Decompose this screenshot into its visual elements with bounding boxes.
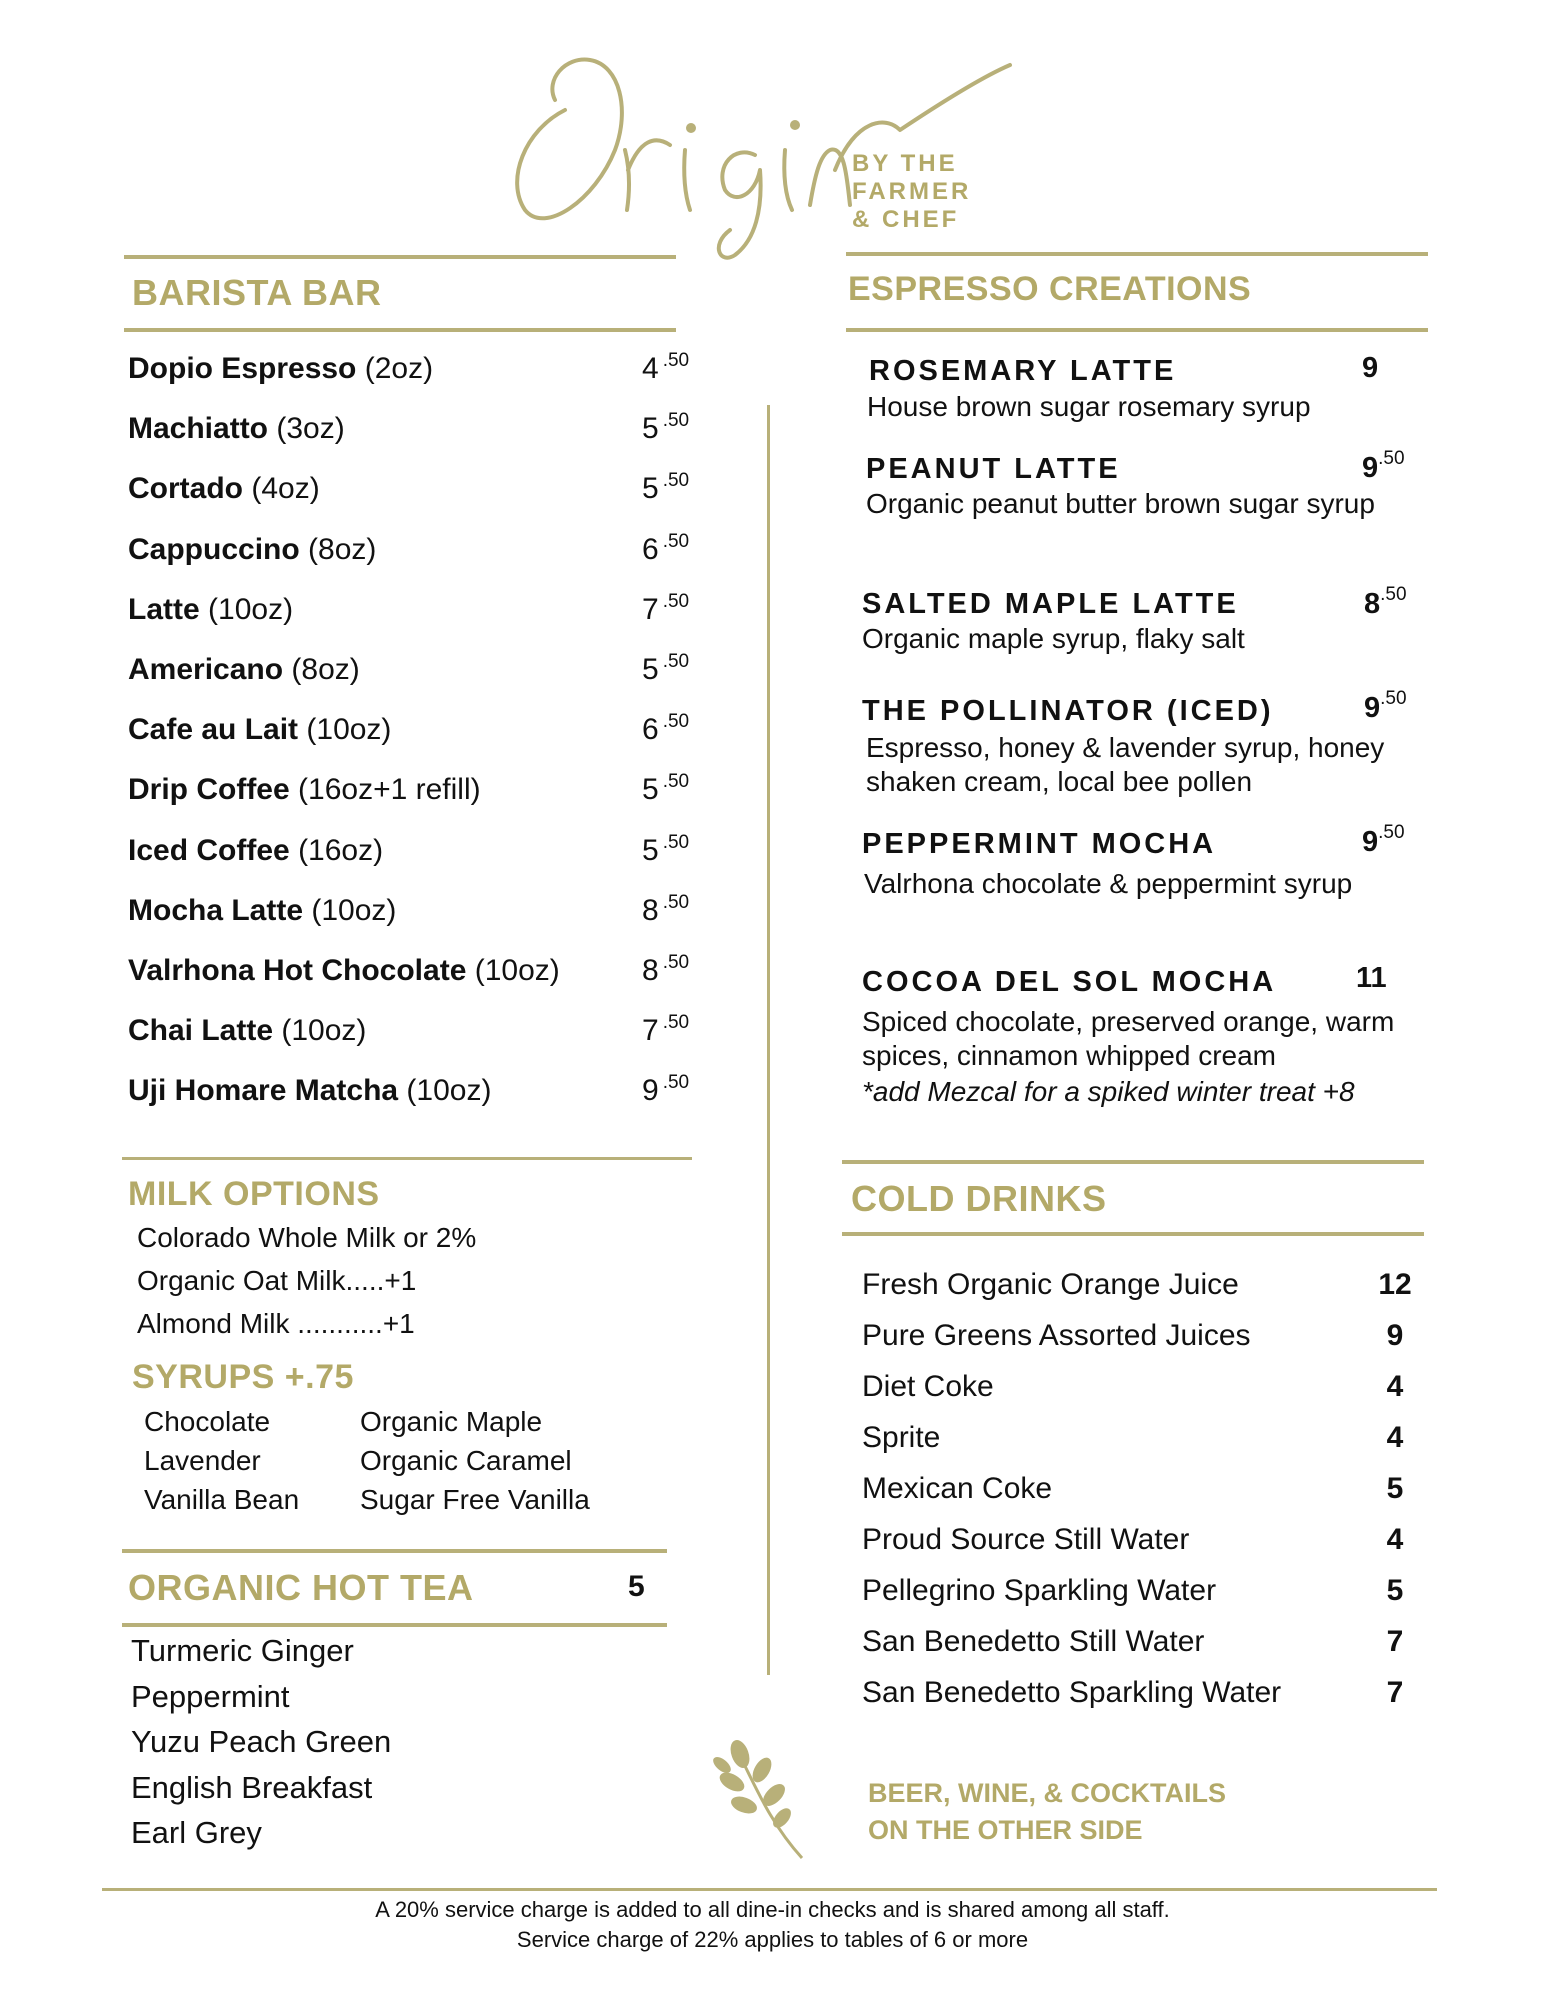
espresso-item-name: COCOA DEL SOL MOCHA	[862, 966, 1277, 998]
other-side-note: BEER, WINE, & COCKTAILS	[868, 1778, 1227, 1808]
barista-item-price: 6 $^{.50}$	[642, 530, 690, 566]
barista-item-name: Cafe au Lait (10oz)	[128, 713, 392, 747]
barista-item-name: Americano (8oz)	[128, 653, 360, 686]
barista-item	[128, 831, 708, 894]
milk-option: Organic Oat Milk.....+1	[137, 1265, 417, 1296]
barista-item-price: 5 $^{.50}$	[642, 771, 690, 807]
hot-tea-title: ORGANIC HOT TEA	[128, 1567, 474, 1608]
divider	[846, 328, 1428, 332]
other-side-note: ON THE OTHER SIDE	[868, 1815, 1143, 1845]
barista-item-name: Mocha Latte (10oz)	[128, 893, 397, 927]
cold-drink-name: Pellegrino Sparkling Water	[862, 1574, 1217, 1607]
barista-item-price: 7 $^{.50}$	[642, 590, 690, 626]
espresso-item-price: $9^{.50}$	[1362, 448, 1405, 484]
hot-tea-price: 5	[628, 1570, 645, 1603]
column-divider	[767, 405, 770, 1675]
barista-item-price: 5 $^{.50}$	[642, 651, 690, 686]
service-charge-note: A 20% service charge is added to all dine-in checks and is shared among all staff.	[375, 1897, 1170, 1922]
cold-drink-name: Pure Greens Assorted Juices	[862, 1319, 1251, 1352]
espresso-addon-note: *add Mezcal for a spiked winter treat +8	[862, 1076, 1355, 1107]
cold-drink-name: Proud Source Still Water	[862, 1523, 1190, 1556]
espresso-item-name: ROSEMARY LATTE	[869, 355, 1177, 387]
espresso-item-name: THE POLLINATOR (ICED)	[862, 695, 1274, 727]
barista-item-price: 5 $^{.50}$	[642, 470, 690, 506]
cold-drink-name: Mexican Coke	[862, 1472, 1053, 1505]
barista-item-name: Iced Coffee (16oz)	[128, 833, 384, 867]
barista-item-name: Drip Coffee (16oz+1 refill)	[128, 773, 481, 807]
barista-item-price: 5 $^{.50}$	[642, 831, 690, 867]
barista-item-name: Dopio Espresso (2oz)	[128, 352, 434, 385]
barista-item-name: Chai Latte (10oz)	[128, 1014, 367, 1048]
cold-drink-price: 9	[1386, 1319, 1404, 1352]
espresso-item-description: Spiced chocolate, preserved orange, warm spices, cinnamon whipped cream	[862, 1006, 1395, 1071]
cold-drink-name: San Benedetto Sparkling Water	[862, 1676, 1282, 1709]
tea-item: Earl Grey	[131, 1815, 262, 1850]
divider	[102, 1888, 1437, 1891]
cold-drink-price: 7	[1386, 1625, 1404, 1658]
divider	[122, 1157, 692, 1160]
barista-item-price: 5 $^{.50}$	[642, 410, 690, 446]
barista-item-name: Machiatto (3oz)	[128, 412, 345, 446]
espresso-item-price: 9	[1362, 352, 1379, 384]
espresso-item-name: SALTED MAPLE LATTE	[862, 588, 1239, 620]
espresso-item-description: House brown sugar rosemary syrup	[867, 391, 1311, 422]
syrup-option: Vanilla Bean	[144, 1484, 300, 1515]
cold-drink-price: 4	[1386, 1523, 1404, 1556]
barista-item-name: Cortado (4oz)	[128, 472, 320, 506]
espresso-item-price: $8^{.50}$	[1364, 584, 1407, 620]
cold-drinks-title: COLD DRINKS	[851, 1178, 1107, 1219]
barista-item-name: Uji Homare Matcha (10oz)	[128, 1074, 492, 1108]
espresso-item-name: PEANUT LATTE	[866, 453, 1121, 485]
barista-item	[128, 1074, 708, 1134]
espresso-item-price: $9^{.50}$	[1362, 822, 1405, 858]
barista-item-name: Valrhona Hot Chocolate (10oz)	[128, 954, 560, 987]
barista-item	[128, 472, 708, 532]
cold-drink-price: 4	[1386, 1421, 1404, 1454]
divider	[842, 1232, 1424, 1236]
tea-item: Peppermint	[131, 1679, 290, 1714]
logo-subtitle	[852, 150, 971, 234]
barista-item-name: Cappuccino (8oz)	[128, 532, 377, 566]
barista-item	[128, 1014, 708, 1074]
espresso-item-price: $9^{.50}$	[1364, 688, 1407, 724]
barista-item-price: 7 $^{.50}$	[642, 1012, 690, 1048]
espresso-item-description: Valrhona chocolate & peppermint syrup	[864, 868, 1353, 899]
barista-item	[128, 773, 708, 833]
syrup-option: Lavender	[144, 1445, 261, 1476]
divider	[842, 1160, 1424, 1164]
espresso-item-name: PEPPERMINT MOCHA	[862, 828, 1217, 860]
milk-option: Almond Milk ...........+1	[137, 1308, 415, 1339]
cold-drink-name: Diet Coke	[862, 1370, 994, 1403]
cold-drink-price: 4	[1386, 1370, 1404, 1403]
syrup-option: Organic Caramel	[360, 1445, 572, 1476]
barista-item	[128, 530, 708, 593]
barista-item-name: Latte (10oz)	[128, 592, 294, 626]
divider	[122, 1623, 667, 1627]
barista-bar-title: BARISTA BAR	[132, 272, 382, 313]
service-charge-note: Service charge of 22% applies to tables of 6 or more	[516, 1927, 1029, 1952]
logo-subtitle-line: FARMER	[852, 178, 972, 205]
barista-item	[128, 352, 708, 412]
cold-drink-name: Fresh Organic Orange Juice	[862, 1268, 1239, 1301]
divider	[124, 328, 676, 332]
milk-option: Colorado Whole Milk or 2%	[137, 1222, 477, 1253]
barista-item-price: 6 $^{.50}$	[642, 711, 690, 747]
espresso-item-description: Organic maple syrup, flaky salt	[862, 623, 1245, 654]
syrups-title: SYRUPS +.75	[132, 1358, 354, 1396]
milk-options-title: MILK OPTIONS	[128, 1175, 380, 1213]
barista-item	[128, 954, 708, 1014]
barista-item-price: 4 $^{.50}$	[642, 350, 690, 385]
barista-item-price: 8 $^{.50}$	[642, 952, 690, 987]
syrup-option: Chocolate	[144, 1406, 271, 1437]
syrup-option: Organic Maple	[360, 1406, 543, 1437]
espresso-item-price: 11	[1356, 962, 1387, 994]
cold-drink-price: 5	[1386, 1472, 1404, 1505]
cold-drink-price: 12	[1378, 1268, 1412, 1301]
cold-drink-name: Sprite	[862, 1421, 941, 1454]
barista-item	[128, 590, 708, 653]
barista-item	[128, 412, 708, 472]
divider	[846, 252, 1428, 256]
tea-item: Turmeric Ginger	[131, 1633, 354, 1668]
cold-drink-price: 7	[1386, 1676, 1404, 1709]
divider	[122, 1549, 667, 1553]
logo-subtitle-line: BY THE	[852, 150, 958, 177]
tea-item: English Breakfast	[131, 1770, 373, 1805]
tea-item: Yuzu Peach Green	[131, 1724, 392, 1759]
espresso-item-description: Organic peanut butter brown sugar syrup	[866, 488, 1375, 519]
divider	[124, 255, 676, 259]
espresso-item-description: Espresso, honey & lavender syrup, honey shaken cream, local bee pollen	[866, 732, 1385, 797]
syrup-option: Sugar Free Vanilla	[360, 1484, 590, 1515]
barista-item	[128, 891, 708, 954]
espresso-creations-title: ESPRESSO CREATIONS	[848, 270, 1252, 308]
barista-item-price: 8 $^{.50}$	[642, 891, 690, 927]
barista-item-price: 9 $^{.50}$	[642, 1072, 690, 1108]
cold-drink-price: 5	[1386, 1574, 1404, 1607]
barista-item	[128, 653, 708, 713]
cold-drink-name: San Benedetto Still Water	[862, 1625, 1205, 1658]
barista-item	[128, 713, 708, 773]
herb-sprig-icon	[712, 1740, 812, 1860]
logo-subtitle-line: & CHEF	[852, 206, 960, 233]
